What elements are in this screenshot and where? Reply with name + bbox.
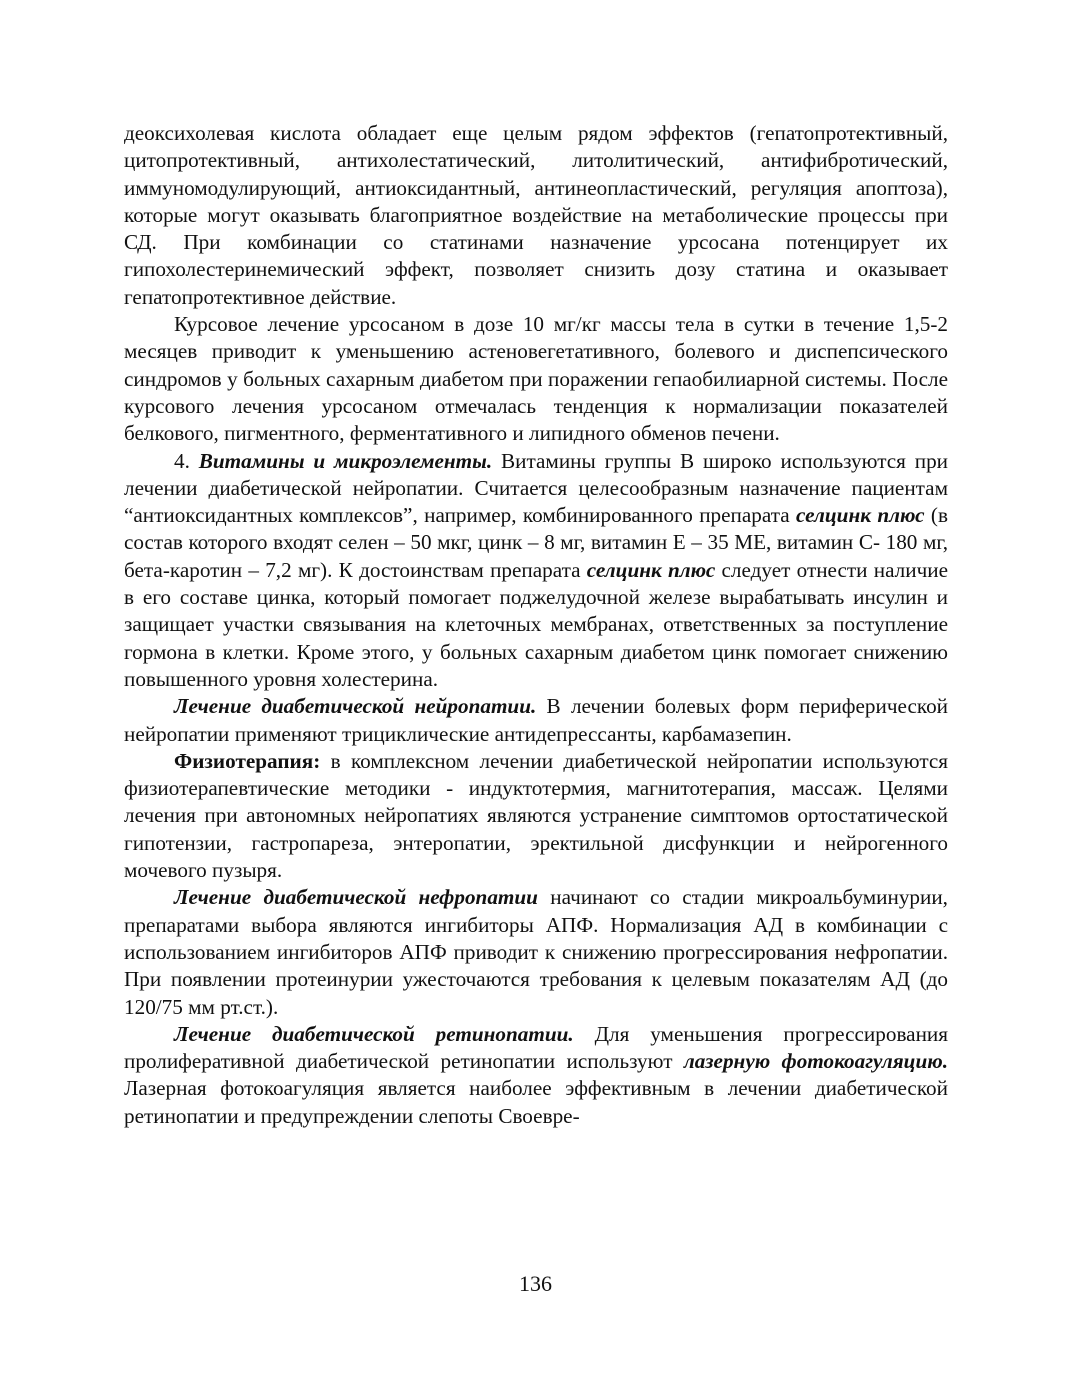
text-segment: начинают со стадии микроальбуминурии, препаратами выбора являются ингибиторы АПФ. Нормализация АД в комбинации с использованием ингибиторов АПФ приводит к снижению прогрессирования нефропатии. При появлении протеинурии ужесточаются требования к целевым показателям АД (до 120/75 мм рт.ст.).	[124, 885, 948, 1019]
text-segment: 4.	[174, 448, 199, 473]
drug-name-selzink: селцинк плюс	[586, 557, 716, 582]
text-segment: (в состав которого входят селен – 50 мкг, цинк – 8 мг, витамин Е – 35 МЕ, витамин С- 180 мг, бета-каротин – 7,2 мг). К достоинствам препарата	[124, 503, 948, 582]
text-segment: Для уменьшения прогрессирования пролиферативной диабетической ретинопатии используют	[124, 1021, 948, 1074]
term-laser-photocoagulation: лазерную фотокоагуляцию.	[683, 1049, 948, 1074]
text-segment: в комплексном лечении диабетической нейропатии используются физиотерапевтические методики - индуктотермия, магнитотерапия, массаж. Целями лечения при автономных нейропатиях являются устранение симптомов ортостатической гипотензии, гастропареза, энтеропатии, эректильной дисфункции и нейрогенного мочевого пузыря.	[124, 748, 948, 883]
page-body-text	[124, 120, 948, 1130]
text-segment: Витамины группы В широко используются при лечении диабетической нейропатии. Считается целесообразным назначение пациентам “антиоксидантных комплексов”, например, комбинированного препарата	[124, 448, 948, 528]
paragraph-ursosan-course	[124, 311, 948, 447]
text-segment: деоксихолевая кислота обладает еще целым рядом эффектов (гепатопротективный, цитопротективный, антихолестатический, литолитический, антифибротический, иммуномодулирующий, антиоксидантный, антинеопластический, регуляция апоптоза), которые могут оказывать благоприятное воздействие на метаболические процессы при СД. При комбинации со статинами назначение урсосана потенцирует их гипохолестеринемический эффект, позволяет снизить дозу статина и оказывает гепатопротективное действие.	[124, 121, 948, 309]
paragraph-nephropathy	[124, 884, 948, 1020]
text-segment: В лечении болевых форм периферической нейропатии применяют трициклические антидепрессанты, карбамазепин.	[124, 694, 948, 746]
heading-vitamins: Витамины и микроэлементы.	[198, 448, 493, 473]
page-number: 136	[519, 1271, 552, 1296]
heading-retinopathy: Лечение диабетической ретинопатии.	[174, 1021, 574, 1046]
text-segment: Лазерная фотокоагуляция является наиболее эффективным в лечении диабетической ретинопатии и предупреждении слепоты Своевре-	[124, 1076, 948, 1128]
paragraph-vitamins	[124, 448, 948, 694]
paragraph-neuropathy	[124, 693, 948, 748]
drug-name-selzink: селцинк плюс	[796, 503, 925, 528]
heading-physiotherapy: Физиотерапия:	[174, 748, 321, 773]
text-segment: Курсовое лечение урсосаном в дозе 10 мг/кг массы тела в сутки в течение 1,5-2 месяцев приводит к уменьшению астеновегетативного, болевого и диспепсического синдромов у больных сахарным диабетом при поражении гепаобилиарной системы. После курсового лечения урсосаном отмечалась тенденция к нормализации показателей белкового, пигментного, ферментативного и липидного обменов печени.	[124, 312, 948, 446]
heading-neuropathy: Лечение диабетической нейропатии.	[174, 694, 537, 719]
text-segment: следует отнести наличие в его составе цинка, который помогает поджелудочной железе вырабатывать инсулин и защищает участки связывания на клеточных мембранах, ответственных за поступление гормона в клетки. Кроме этого, у больных сахарным диабетом цинк помогает снижению повышенного уровня холестерина.	[124, 557, 948, 691]
heading-nephropathy: Лечение диабетической нефропатии	[174, 885, 538, 910]
paragraph-retinopathy	[124, 1021, 948, 1130]
paragraph-ursosan-effects	[124, 120, 948, 311]
paragraph-physiotherapy	[124, 748, 948, 884]
